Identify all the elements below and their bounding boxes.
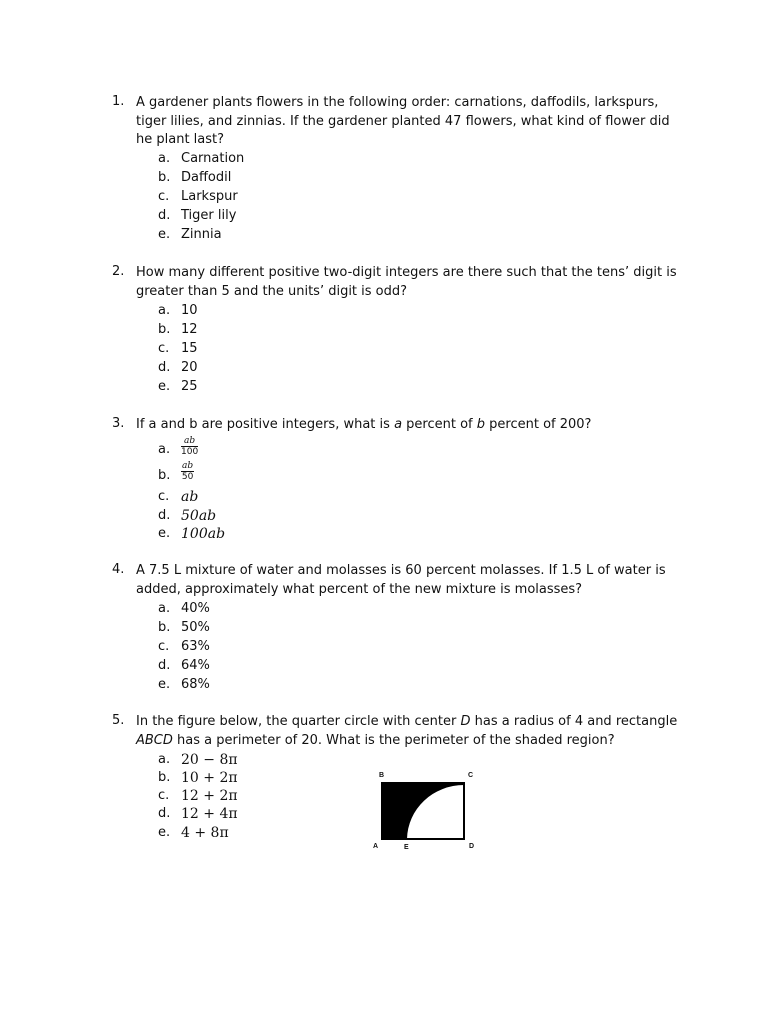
question-number: 2.	[112, 264, 125, 279]
fraction	[181, 461, 194, 482]
answer-option	[0, 677, 400, 695]
option-text: 40%	[181, 601, 210, 616]
answer-option	[0, 526, 400, 544]
option-letter: a.	[158, 151, 171, 166]
option-text: 12	[181, 322, 198, 337]
answer-option	[0, 601, 400, 619]
option-text: 15	[181, 341, 198, 356]
answer-option	[0, 341, 400, 359]
option-math: 4 + 8π	[181, 825, 229, 841]
option-letter: b.	[158, 770, 171, 785]
option-math: ab	[181, 489, 199, 505]
option-math: 10 + 2π	[181, 770, 238, 786]
option-letter: a.	[158, 601, 171, 616]
option-math: 20 − 8π	[181, 752, 238, 768]
answer-option	[0, 639, 400, 657]
answer-option	[0, 303, 400, 321]
answer-option	[0, 170, 400, 188]
question-text: How many different positive two-digit integers are there such that the tens’ digit is greater than 5 and the units’ digit is odd?	[136, 265, 677, 299]
label-c: C	[468, 772, 474, 779]
option-letter: d.	[158, 508, 171, 523]
answer-option	[0, 658, 400, 676]
fraction-denominator: 50	[181, 472, 194, 482]
rectangle-quarter-circle-figure	[372, 770, 482, 852]
answer-option	[0, 360, 400, 378]
answer-option	[0, 227, 400, 245]
option-math: 12 + 2π	[181, 788, 238, 804]
fraction-denominator: 100	[181, 447, 199, 457]
option-text: 10	[181, 303, 198, 318]
answer-option	[0, 379, 400, 397]
answer-option	[0, 620, 400, 638]
option-math: 12 + 4π	[181, 806, 238, 822]
answer-option	[0, 825, 400, 843]
option-letter: d.	[158, 806, 171, 821]
option-text: 64%	[181, 658, 210, 673]
option-text: 20	[181, 360, 198, 375]
fraction-numerator: ab	[182, 461, 194, 471]
option-letter: d.	[158, 658, 171, 673]
option-text: Tiger lily	[181, 208, 237, 223]
fraction	[181, 436, 198, 457]
fraction-numerator: ab	[184, 436, 196, 446]
option-letter: b.	[158, 620, 171, 635]
option-letter: c.	[158, 189, 170, 204]
option-text: 68%	[181, 677, 210, 692]
option-text: 25	[181, 379, 198, 394]
question-text: If a and b are positive integers, what is a percent of b percent of 200?	[136, 417, 592, 432]
option-text: 63%	[181, 639, 210, 654]
option-text: Larkspur	[181, 189, 238, 204]
option-letter: a.	[158, 442, 171, 457]
option-letter: e.	[158, 526, 171, 541]
option-letter: b.	[158, 468, 171, 483]
option-letter: e.	[158, 677, 171, 692]
figure-drawing	[372, 770, 482, 852]
answer-option	[0, 322, 400, 340]
question-number: 3.	[112, 416, 125, 431]
answer-option	[0, 208, 400, 226]
question-number: 1.	[112, 94, 125, 109]
option-letter: c.	[158, 489, 170, 504]
answer-option	[0, 788, 400, 806]
option-letter: d.	[158, 208, 171, 223]
answer-option	[0, 770, 400, 788]
option-text: Zinnia	[181, 227, 222, 242]
question-number: 4.	[112, 562, 125, 577]
option-text: Carnation	[181, 151, 245, 166]
option-math: 50ab	[181, 508, 217, 524]
question-number: 5.	[112, 713, 125, 728]
label-b: B	[379, 772, 385, 779]
option-text: 50%	[181, 620, 210, 635]
answer-option	[0, 489, 400, 507]
label-e: E	[404, 844, 409, 851]
option-letter: b.	[158, 322, 171, 337]
option-letter: a.	[158, 303, 171, 318]
option-text: Daffodil	[181, 170, 232, 185]
option-math: 100ab	[181, 526, 226, 542]
option-letter: c.	[158, 341, 170, 356]
label-a: A	[373, 843, 379, 850]
option-letter: d.	[158, 360, 171, 375]
option-letter: c.	[158, 788, 170, 803]
option-letter: a.	[158, 752, 171, 767]
answer-option	[0, 189, 400, 207]
answer-option	[0, 438, 400, 462]
option-letter: c.	[158, 639, 170, 654]
answer-option	[0, 461, 400, 489]
question-text: A 7.5 L mixture of water and molasses is 60 percent molasses. If 1.5 L of water is added, approximately what percent of the new mixture is molasses?	[136, 563, 666, 597]
label-d: D	[469, 843, 475, 850]
answer-option	[0, 752, 400, 770]
option-letter: b.	[158, 170, 171, 185]
question-text: In the figure below, the quarter circle with center D has a radius of 4 and rectangle ABCD has a perimeter of 20. What is the perimeter of the shaded region?	[136, 714, 678, 748]
option-letter: e.	[158, 379, 171, 394]
answer-option	[0, 806, 400, 824]
answer-option	[0, 151, 400, 169]
question-text: A gardener plants flowers in the following order: carnations, daffodils, larkspurs, tiger lilies, and zinnias. If the gardener planted 47 flowers, what kind of flower did he plant last?	[136, 95, 670, 147]
option-letter: e.	[158, 825, 171, 840]
option-letter: e.	[158, 227, 171, 242]
answer-option	[0, 508, 400, 526]
